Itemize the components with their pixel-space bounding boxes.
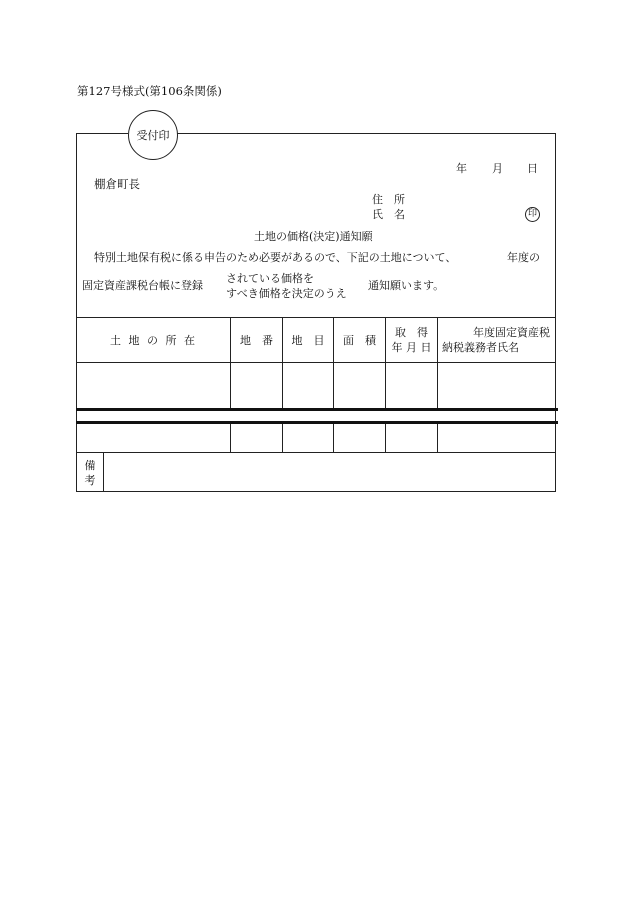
header-taxpayer-line2: 納税義務者氏名 [442,341,519,354]
header-acquisition-date [386,318,437,362]
double-rule-upper [76,408,558,411]
header-land-category: 地 目 [291,333,325,347]
remarks-field[interactable] [104,453,556,492]
body-line2-prefix: 固定資産課税台帳に登録 [82,279,203,292]
input-area-2[interactable] [334,424,385,452]
header-lot-number: 地 番 [240,333,273,347]
form-title: 土地の価格(決定)通知願 [254,230,373,243]
frame-top-left [76,133,128,134]
header-acquisition-line2: 年 月 日 [391,341,432,354]
receipt-stamp [128,110,178,160]
input-area[interactable] [334,363,385,408]
input-lot-number-2[interactable] [231,424,282,452]
receipt-stamp-label: 受付印 [136,129,170,142]
seal-char: 印 [527,209,537,219]
header-taxpayer-line1: 年度固定資産税 [473,326,550,339]
address-label: 住 所 [372,193,405,206]
remarks-label [77,453,103,492]
frame-top-right [176,133,556,134]
header-location: 土 地 の 所 在 [110,333,197,347]
date-month: 月 [492,162,503,175]
body-line2-suffix: 通知願います。 [368,279,445,292]
addressee: 棚倉町長 [94,177,140,191]
header-acquisition-line1: 取 得 [395,326,428,339]
remarks-label-char2: 考 [84,473,96,487]
input-acquisition-date[interactable] [386,363,437,408]
body-line1-suffix: 年度の [507,251,540,264]
form-number: 第127号様式(第106条関係) [77,84,222,98]
input-lot-number[interactable] [231,363,282,408]
input-location-2[interactable] [77,424,230,452]
header-taxpayer [438,318,556,362]
input-land-category[interactable] [283,363,333,408]
input-location[interactable] [77,363,230,408]
body-option-1: されている価格を [226,272,314,285]
date-day: 日 [527,162,538,175]
input-taxpayer[interactable] [438,363,556,408]
input-land-category-2[interactable] [283,424,333,452]
header-area: 面 積 [343,333,376,347]
name-label: 氏 名 [372,208,405,221]
input-acquisition-date-2[interactable] [386,424,437,452]
seal-mark [525,207,540,222]
input-taxpayer-2[interactable] [438,424,556,452]
remarks-label-char1: 備 [84,458,96,472]
body-option-2: すべき価格を決定のうえ [226,287,347,300]
body-line1: 特別土地保有税に係る申告のため必要があるので、下記の土地について、 [94,251,457,264]
date-year: 年 [456,162,467,175]
